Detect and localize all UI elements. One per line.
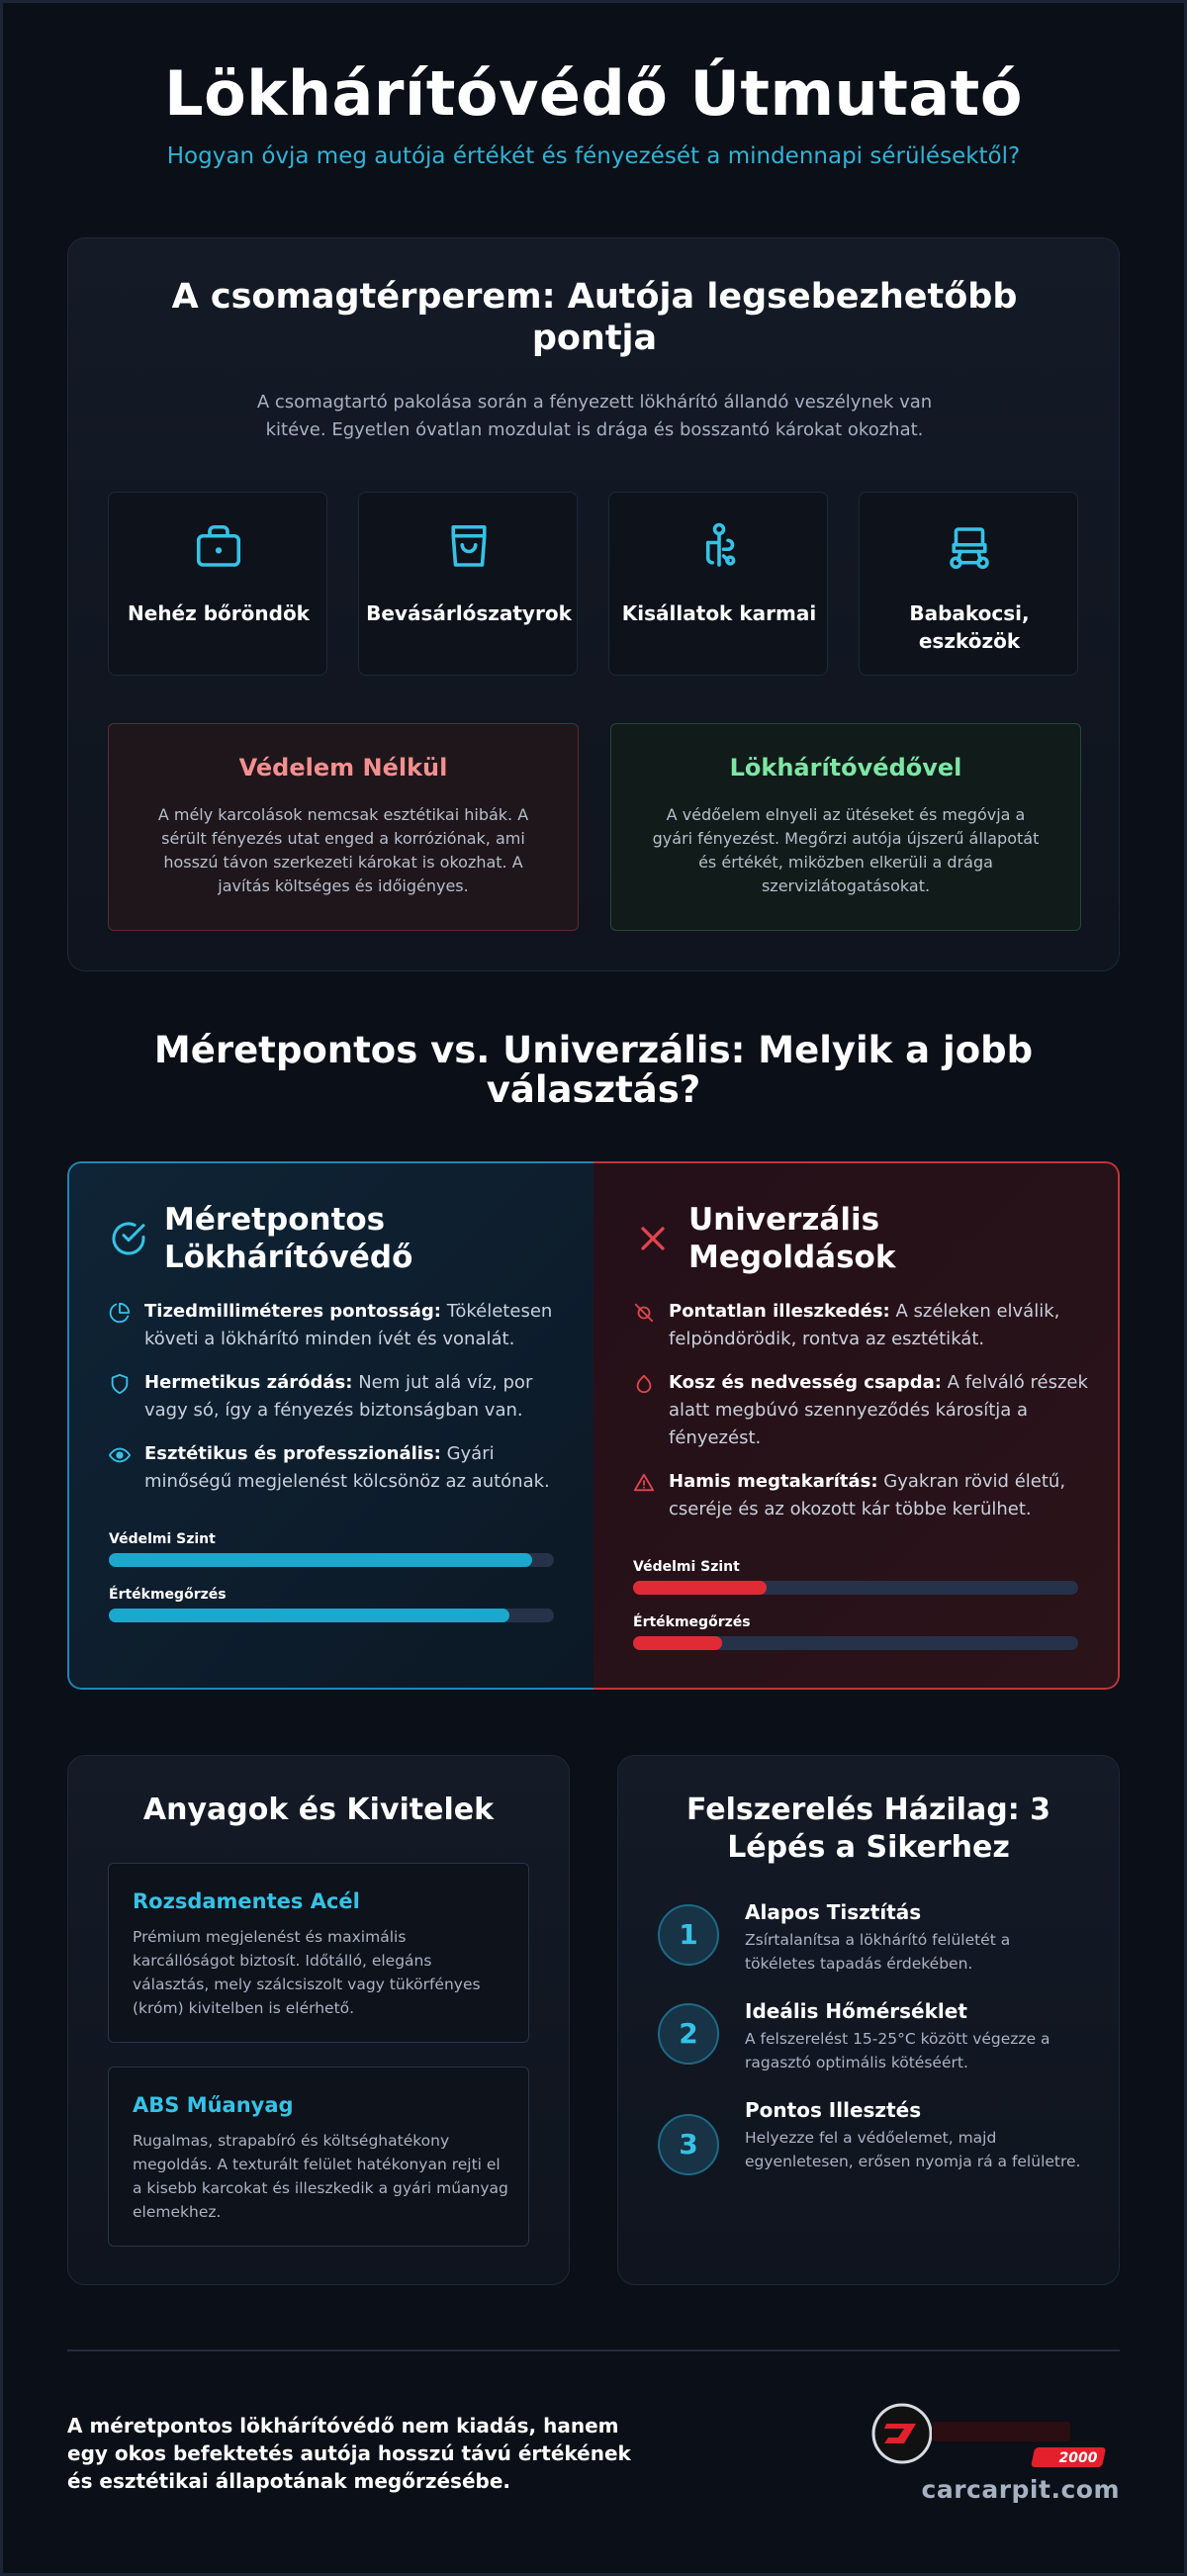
step-number: 1	[658, 1904, 719, 1966]
step-text: Helyezze fel a védőelemet, majd egyenletesen, erősen nyomja rá a felületre.	[745, 2129, 1081, 2170]
pet-icon	[692, 520, 746, 574]
step-title: Alapos Tisztítás	[745, 1900, 922, 1924]
check-circle-icon	[109, 1219, 148, 1258]
step-title: Pontos Illesztés	[745, 2098, 922, 2122]
step-text: A felszerelést 15-25°C között végezze a ragasztó optimális kötéséért.	[745, 2030, 1050, 2071]
section-description: A csomagtartó pakolása során a fényezett lökhárító állandó veszélynek van kitéve. Egyetlen óvatlan mozdulat is drága és bosszantó károkat okozhat.	[256, 392, 933, 440]
value-retention-bar	[109, 1609, 554, 1622]
risk-card-stroller	[859, 492, 1078, 676]
universal-drawback: Hamis megtakarítás: Gyakran rövid életű, cseréje és az okozott kár többe kerülhet.	[633, 1468, 1088, 1523]
step-title: Ideális Hőmérséklet	[745, 1999, 967, 2023]
protection-level-label: Védelmi Szint	[109, 1531, 216, 1547]
material-text: Prémium megjelenést és maximális karcállóságot biztosít. Időtálló, elegáns választás, mely szálcsiszolt vagy tükörfényes (króm) kivitelben is elérhető.	[133, 1928, 481, 2017]
risk-card-luggage	[108, 492, 327, 676]
with-protection-text: A védőelem elnyeli az ütéseket és megóvja a gyári fényezést. Megőrzi autója újszerű állapotát és értékét, miközben elkerüli a drága szervizlátogatásokat.	[652, 805, 1040, 895]
with-protection-card	[610, 723, 1081, 931]
value-retention-fill	[109, 1609, 509, 1622]
section-title: A csomagtérperem: Autója legsebezhetőbb pontja	[171, 277, 1018, 358]
without-protection-text: A mély karcolások nemcsak esztétikai hibák. A sérült fényezés utat enged a korróziónak, ami hosszú távon szerkezeti károkat is okozhat. A javítás költséges és időigényes.	[157, 805, 529, 895]
protection-level-fill	[109, 1553, 532, 1567]
custom-benefit: Esztétikus és professzionális: Gyári minőségű megjelenést kölcsönöz az autónak.	[109, 1440, 564, 1496]
risk-label: Kisállatok karmai	[621, 601, 817, 625]
eye-icon	[109, 1444, 131, 1466]
risk-label: Nehéz bőröndök	[128, 601, 310, 625]
material-card-abs	[108, 2067, 529, 2247]
risk-card-shopping	[358, 492, 578, 676]
value-retention-label: Értékmegőrzés	[109, 1587, 227, 1603]
custom-benefit: Tizedmilliméteres pontosság: Tökéletesen követi a lökhárító minden ívét és vonalát.	[109, 1298, 564, 1353]
briefcase-icon	[192, 520, 245, 574]
custom-fit-column	[67, 1161, 594, 1690]
materials-section	[67, 1755, 570, 2285]
value-retention-bar	[633, 1636, 1078, 1650]
logo-badge: 2000	[1058, 2450, 1098, 2466]
value-retention-fill	[633, 1636, 722, 1650]
page-title: Lökhárítóvédő Útmutató	[164, 57, 1023, 130]
comparison-title: Méretpontos vs. Univerzális: Melyik a jobb választás?	[153, 1029, 1034, 1111]
installation-title: Felszerelés Házilag: 3 Lépés a Sikerhez	[685, 1793, 1051, 1865]
footer-text: A méretpontos lökhárítóvédő nem kiadás, hanem egy okos befektetés autója hosszú távú értékének és esztétikai állapotának megőrzésébe.	[67, 2414, 631, 2493]
without-protection-card	[108, 723, 579, 931]
pie-chart-icon	[109, 1302, 131, 1324]
shield-icon	[109, 1373, 131, 1395]
material-text: Rugalmas, strapabíró és költséghatékony megoldás. A texturált felület hatékonyan rejti el a kisebb karcokat és illeszkedik a gyári műanyag elemekhez.	[133, 2132, 508, 2221]
brand-logo	[870, 2402, 1118, 2471]
risk-label: Bevásárlószatyrok	[366, 601, 572, 625]
without-protection-title: Védelem Nélkül	[238, 754, 448, 782]
protection-level-label: Védelmi Szint	[633, 1559, 740, 1575]
stroller-icon	[943, 520, 996, 574]
value-retention-label: Értékmegőrzés	[633, 1614, 751, 1630]
universal-column	[594, 1161, 1120, 1690]
material-title: Rozsdamentes Acél	[133, 1889, 360, 1913]
with-protection-title: Lökhárítóvédővel	[729, 754, 962, 782]
universal-drawback: Kosz és nedvesség csapda: A felváló részek alatt megbúvó szennyeződés károsítja a fényezést.	[633, 1369, 1088, 1452]
protection-level-fill	[633, 1581, 767, 1595]
custom-benefit: Hermetikus záródás: Nem jut alá víz, por vagy só, így a fényezés biztonságban van.	[109, 1369, 564, 1425]
protection-level-bar	[633, 1581, 1078, 1595]
material-title: ABS Műanyag	[133, 2093, 294, 2117]
page-subtitle: Hogyan óvja meg autója értékét és fényezését a mindennapi sérülésektől?	[166, 143, 1021, 169]
vulnerability-section	[67, 237, 1120, 971]
step-text: Zsírtalanítsa a lökhárító felületét a tökéletes tapadás érdekében.	[745, 1931, 1011, 1973]
materials-title: Anyagok és Kivitelek	[142, 1793, 495, 1827]
footer-divider	[67, 2349, 1120, 2351]
protection-level-bar	[109, 1553, 554, 1567]
warning-icon	[633, 1472, 655, 1494]
target-off-icon	[633, 1302, 655, 1324]
universal-title: Univerzális Megoldások	[688, 1202, 896, 1275]
step-number: 2	[658, 2003, 719, 2065]
material-card-steel	[108, 1863, 529, 2043]
step-number: 3	[658, 2114, 719, 2175]
website-link[interactable]: carcarpit.com	[921, 2475, 1120, 2504]
universal-drawback: Pontatlan illeszkedés: A széleken elválik, felpöndörödik, rontva az esztétikát.	[633, 1298, 1088, 1353]
risk-label: Babakocsi, eszközök	[909, 601, 1030, 653]
custom-fit-title: Méretpontos Lökhárítóvédő	[164, 1202, 413, 1275]
shopping-bag-icon	[442, 520, 496, 574]
close-icon	[633, 1219, 673, 1258]
risk-card-pets	[608, 492, 828, 676]
installation-section	[617, 1755, 1120, 2285]
comparison-panel	[67, 1161, 1120, 1690]
droplet-icon	[633, 1373, 655, 1395]
